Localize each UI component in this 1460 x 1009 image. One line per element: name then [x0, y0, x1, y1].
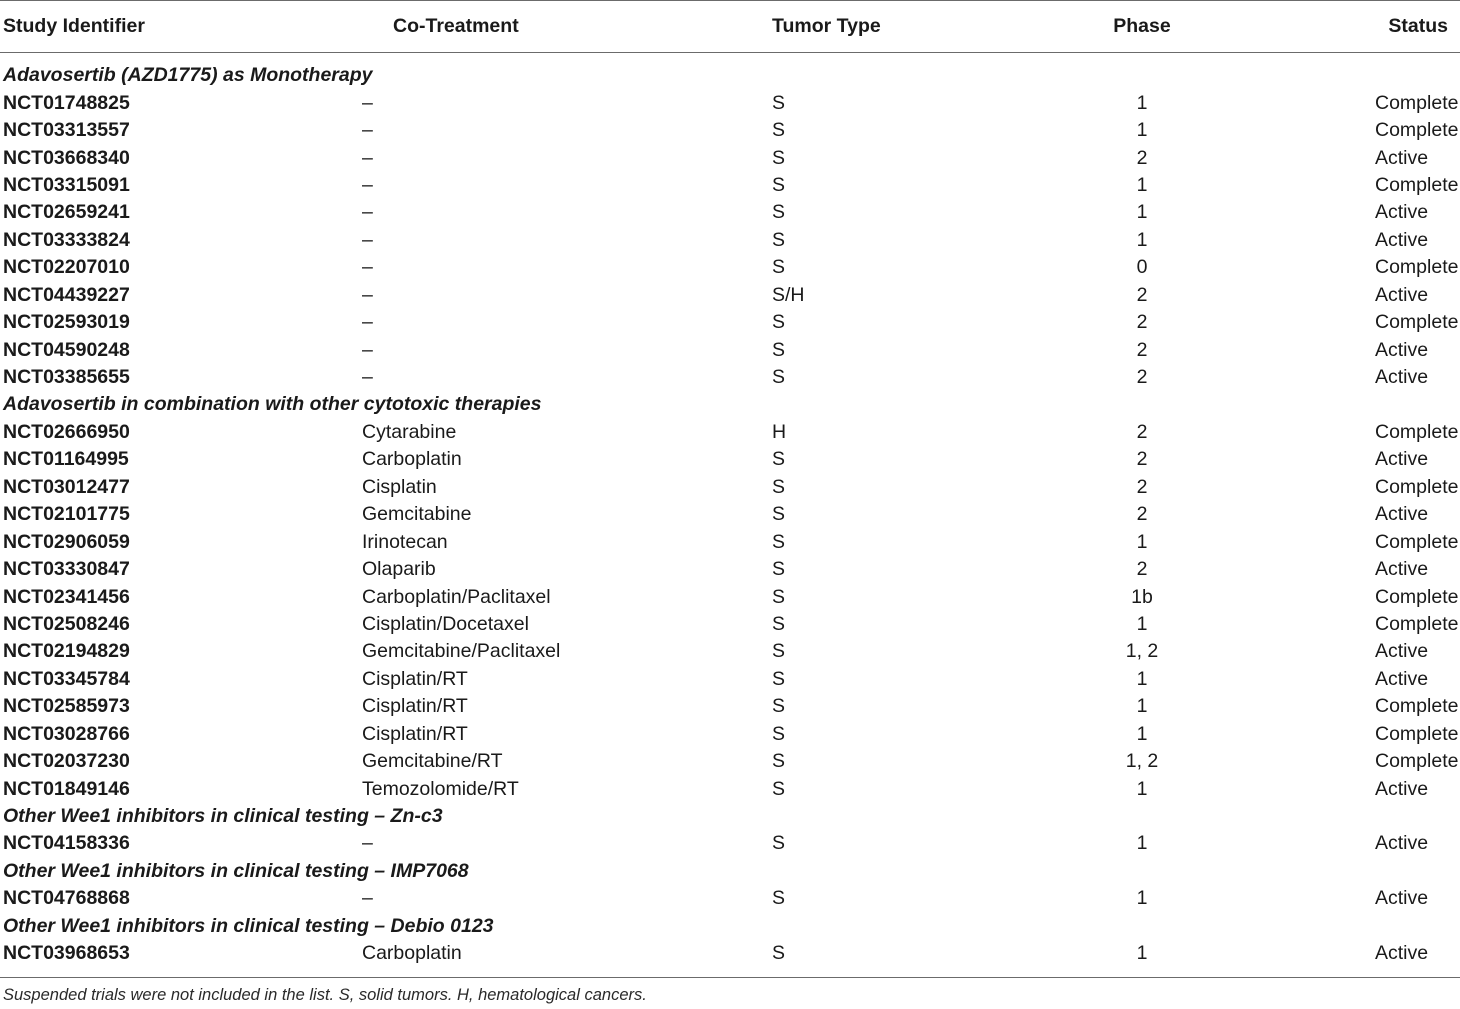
cell-phase: 1 [1136, 722, 1148, 745]
cell-study-identifier: NCT04439227 [3, 283, 130, 306]
cell-tumor-type: S [772, 640, 786, 663]
table-row [0, 940, 1460, 967]
cell-tumor-type: S [772, 667, 786, 690]
cell-co-treatment: Cytarabine [362, 420, 457, 443]
cell-tumor-type: H [772, 420, 787, 443]
cell-study-identifier: NCT03968653 [3, 942, 130, 965]
section-title: Other Wee1 inhibitors in clinical testing – IMP7068 [3, 859, 469, 882]
cell-phase: 1 [1136, 530, 1148, 553]
cell-status: Active [1375, 640, 1429, 663]
cell-co-treatment: – [362, 832, 373, 855]
cell-status: Active [1375, 887, 1429, 910]
cell-tumor-type: S [772, 338, 786, 361]
cell-phase: 1 [1136, 119, 1148, 142]
cell-phase: 1 [1136, 201, 1148, 224]
cell-co-treatment: – [362, 338, 373, 361]
cell-status: Complete [1375, 119, 1459, 142]
cell-status: Active [1375, 558, 1429, 581]
cell-co-treatment: Irinotecan [362, 530, 448, 553]
cell-phase: 1 [1136, 695, 1148, 718]
section-title: Other Wee1 inhibitors in clinical testing – Debio 0123 [3, 914, 494, 937]
table-row [0, 89, 1460, 116]
table-row [0, 199, 1460, 226]
table-row [0, 501, 1460, 528]
cell-status: Active [1375, 942, 1429, 965]
table-row [0, 309, 1460, 336]
cell-phase: 1b [1131, 585, 1153, 608]
cell-tumor-type: S [772, 173, 786, 196]
cell-tumor-type: S [772, 942, 786, 965]
cell-co-treatment: Cisplatin [362, 475, 437, 498]
cell-tumor-type: S [772, 448, 786, 471]
cell-status: Complete [1375, 750, 1459, 773]
cell-tumor-type: S [772, 558, 786, 581]
table-row [0, 172, 1460, 199]
cell-status: Active [1375, 667, 1429, 690]
cell-status: Active [1375, 777, 1429, 800]
cell-phase: 2 [1136, 283, 1148, 306]
cell-study-identifier: NCT03012477 [3, 475, 130, 498]
header-status: Status [1388, 14, 1448, 37]
cell-tumor-type: S/H [772, 283, 805, 306]
table-row [0, 474, 1460, 501]
cell-co-treatment: – [362, 201, 373, 224]
table-body [0, 52, 1460, 967]
cell-tumor-type: S [772, 612, 786, 635]
cell-status: Complete [1375, 585, 1459, 608]
cell-study-identifier: NCT02194829 [3, 640, 130, 663]
cell-phase: 2 [1136, 146, 1148, 169]
cell-study-identifier: NCT03028766 [3, 722, 130, 745]
cell-status: Complete [1375, 722, 1459, 745]
cell-tumor-type: S [772, 777, 786, 800]
cell-status: Active [1375, 283, 1429, 306]
table-row [0, 775, 1460, 802]
cell-phase: 1 [1136, 942, 1148, 965]
table-row [0, 254, 1460, 281]
table-row [0, 830, 1460, 857]
cell-phase: 2 [1136, 448, 1148, 471]
bottom-rule [0, 977, 1460, 978]
cell-study-identifier: NCT03345784 [3, 667, 130, 690]
table-row [0, 666, 1460, 693]
cell-status: Complete [1375, 475, 1459, 498]
cell-co-treatment: – [362, 887, 373, 910]
cell-co-treatment: Gemcitabine/Paclitaxel [362, 640, 561, 663]
cell-tumor-type: S [772, 750, 786, 773]
cell-co-treatment: Olaparib [362, 558, 436, 581]
cell-status: Complete [1375, 256, 1459, 279]
cell-co-treatment: – [362, 256, 373, 279]
cell-co-treatment: Cisplatin/RT [362, 667, 468, 690]
cell-phase: 1, 2 [1125, 640, 1159, 663]
cell-phase: 2 [1136, 558, 1148, 581]
cell-study-identifier: NCT04590248 [3, 338, 130, 361]
cell-co-treatment: Gemcitabine [362, 503, 472, 526]
cell-study-identifier: NCT02207010 [3, 256, 130, 279]
cell-study-identifier: NCT03313557 [3, 119, 130, 142]
cell-phase: 1 [1136, 228, 1148, 251]
table-row [0, 638, 1460, 665]
table-row [0, 336, 1460, 363]
table-row [0, 721, 1460, 748]
cell-status: Active [1375, 503, 1429, 526]
cell-study-identifier: NCT03668340 [3, 146, 130, 169]
cell-phase: 1 [1136, 173, 1148, 196]
header-row [0, 0, 1460, 52]
cell-co-treatment: Cisplatin/RT [362, 722, 468, 745]
cell-study-identifier: NCT03315091 [3, 173, 130, 196]
table-row [0, 693, 1460, 720]
cell-co-treatment: – [362, 119, 373, 142]
table-row [0, 556, 1460, 583]
table-header [0, 0, 1460, 52]
cell-co-treatment: Cisplatin/Docetaxel [362, 612, 529, 635]
section-title: Adavosertib in combination with other cytotoxic therapies [3, 393, 542, 416]
cell-status: Active [1375, 201, 1429, 224]
cell-status: Complete [1375, 530, 1459, 553]
cell-status: Complete [1375, 173, 1459, 196]
section-row [0, 52, 1460, 89]
cell-study-identifier: NCT03333824 [3, 228, 130, 251]
table-row [0, 144, 1460, 171]
cell-tumor-type: S [772, 832, 786, 855]
cell-tumor-type: S [772, 311, 786, 334]
section-row [0, 803, 1460, 830]
cell-co-treatment: – [362, 283, 373, 306]
cell-study-identifier: NCT02659241 [3, 201, 130, 224]
cell-tumor-type: S [772, 722, 786, 745]
cell-tumor-type: S [772, 475, 786, 498]
table-row [0, 419, 1460, 446]
cell-status: Active [1375, 228, 1429, 251]
section-row [0, 858, 1460, 885]
cell-status: Complete [1375, 695, 1459, 718]
section-row [0, 391, 1460, 418]
cell-status: Active [1375, 338, 1429, 361]
cell-status: Active [1375, 146, 1429, 169]
cell-co-treatment: Temozolomide/RT [362, 777, 519, 800]
cell-co-treatment: Cisplatin/RT [362, 695, 468, 718]
cell-study-identifier: NCT01748825 [3, 91, 130, 114]
cell-tumor-type: S [772, 91, 786, 114]
cell-phase: 1 [1136, 667, 1148, 690]
cell-tumor-type: S [772, 887, 786, 910]
cell-phase: 1, 2 [1125, 750, 1159, 773]
cell-co-treatment: Carboplatin [362, 942, 462, 965]
cell-study-identifier: NCT01164995 [3, 448, 129, 471]
table-row [0, 583, 1460, 610]
cell-status: Active [1375, 448, 1429, 471]
cell-tumor-type: S [772, 585, 786, 608]
table-row [0, 282, 1460, 309]
cell-study-identifier: NCT02508246 [3, 612, 130, 635]
cell-tumor-type: S [772, 695, 786, 718]
cell-study-identifier: NCT02585973 [3, 695, 130, 718]
header-phase: Phase [1113, 14, 1171, 37]
section-title: Adavosertib (AZD1775) as Monotherapy [3, 64, 373, 87]
cell-tumor-type: S [772, 256, 786, 279]
cell-co-treatment: – [362, 311, 373, 334]
cell-co-treatment: – [362, 91, 373, 114]
cell-study-identifier: NCT03330847 [3, 558, 130, 581]
cell-phase: 2 [1136, 475, 1148, 498]
cell-status: Complete [1375, 612, 1459, 635]
cell-tumor-type: S [772, 201, 786, 224]
section-title: Other Wee1 inhibitors in clinical testing – Zn-c3 [3, 805, 443, 828]
cell-phase: 1 [1136, 91, 1148, 114]
cell-status: Active [1375, 832, 1429, 855]
cell-phase: 0 [1136, 256, 1148, 279]
cell-co-treatment: – [362, 228, 373, 251]
cell-status: Active [1375, 366, 1429, 389]
cell-tumor-type: S [772, 366, 786, 389]
cell-co-treatment: Carboplatin [362, 448, 462, 471]
table-row [0, 748, 1460, 775]
cell-phase: 1 [1136, 612, 1148, 635]
cell-phase: 1 [1136, 832, 1148, 855]
cell-co-treatment: – [362, 173, 373, 196]
cell-phase: 2 [1136, 311, 1148, 334]
cell-co-treatment: Gemcitabine/RT [362, 750, 503, 773]
table-row [0, 611, 1460, 638]
cell-co-treatment: Carboplatin/Paclitaxel [362, 585, 551, 608]
header-study-identifier: Study Identifier [3, 14, 145, 37]
table-row [0, 528, 1460, 555]
cell-study-identifier: NCT03385655 [3, 366, 130, 389]
cell-study-identifier: NCT04158336 [3, 832, 130, 855]
table-row [0, 885, 1460, 912]
cell-study-identifier: NCT01849146 [3, 777, 130, 800]
cell-co-treatment: – [362, 146, 373, 169]
cell-tumor-type: S [772, 530, 786, 553]
cell-co-treatment: – [362, 366, 373, 389]
cell-study-identifier: NCT04768868 [3, 887, 130, 910]
section-row [0, 913, 1460, 940]
cell-phase: 2 [1136, 366, 1148, 389]
cell-phase: 2 [1136, 503, 1148, 526]
cell-study-identifier: NCT02037230 [3, 750, 130, 773]
cell-phase: 1 [1136, 777, 1148, 800]
cell-phase: 2 [1136, 420, 1148, 443]
cell-study-identifier: NCT02341456 [3, 585, 130, 608]
cell-study-identifier: NCT02906059 [3, 530, 130, 553]
cell-status: Complete [1375, 311, 1459, 334]
cell-tumor-type: S [772, 228, 786, 251]
cell-phase: 1 [1136, 887, 1148, 910]
cell-status: Complete [1375, 420, 1459, 443]
cell-status: Complete [1375, 91, 1459, 114]
cell-study-identifier: NCT02666950 [3, 420, 130, 443]
cell-tumor-type: S [772, 146, 786, 169]
table-footnote: Suspended trials were not included in the list. S, solid tumors. H, hematological cancers. [3, 986, 647, 1004]
cell-study-identifier: NCT02593019 [3, 311, 130, 334]
cell-phase: 2 [1136, 338, 1148, 361]
table-row [0, 364, 1460, 391]
table-row [0, 446, 1460, 473]
header-co-treatment: Co-Treatment [393, 14, 519, 37]
cell-tumor-type: S [772, 119, 786, 142]
cell-tumor-type: S [772, 503, 786, 526]
cell-study-identifier: NCT02101775 [3, 503, 130, 526]
header-tumor-type: Tumor Type [772, 14, 881, 37]
table-row [0, 227, 1460, 254]
table-row [0, 117, 1460, 144]
